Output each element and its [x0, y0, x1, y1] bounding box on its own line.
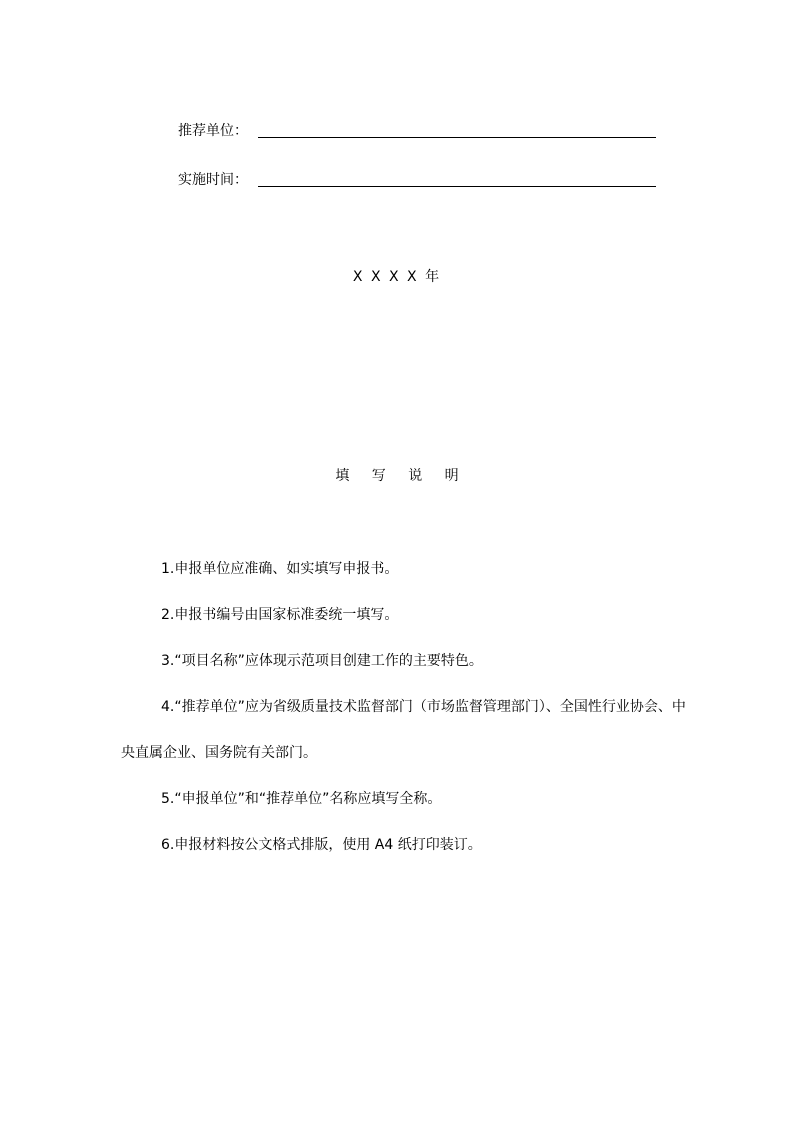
instructions-title: 填 写 说 明	[335, 468, 468, 484]
instruction-item: 1.申报单位应准确、如实填写申报书。	[161, 561, 399, 577]
recommend-unit-label: 推荐单位：	[178, 123, 248, 139]
year-placeholder: X X X X 年	[352, 269, 442, 285]
instruction-item: 2.申报书编号由国家标准委统一填写。	[161, 607, 399, 623]
implement-time-underline	[258, 186, 656, 187]
instruction-item: 5.“申报单位”和“推荐单位”名称应填写全称。	[161, 791, 442, 807]
instructions-list	[121, 558, 689, 880]
instruction-item: 4.“推荐单位”应为省级质量技术监督部门（市场监督管理部门）、全国性行业协会、中央直属企业、国务院有关部门。	[121, 699, 686, 761]
recommend-unit-field	[178, 120, 658, 142]
instruction-item: 3.“项目名称”应体现示范项目创建工作的主要特色。	[161, 653, 483, 669]
implement-time-label: 实施时间：	[178, 172, 248, 188]
instruction-item: 6.申报材料按公文格式排版，使用 A4 纸打印装订。	[161, 837, 482, 853]
recommend-unit-underline	[258, 137, 656, 138]
implement-time-field	[178, 169, 658, 191]
